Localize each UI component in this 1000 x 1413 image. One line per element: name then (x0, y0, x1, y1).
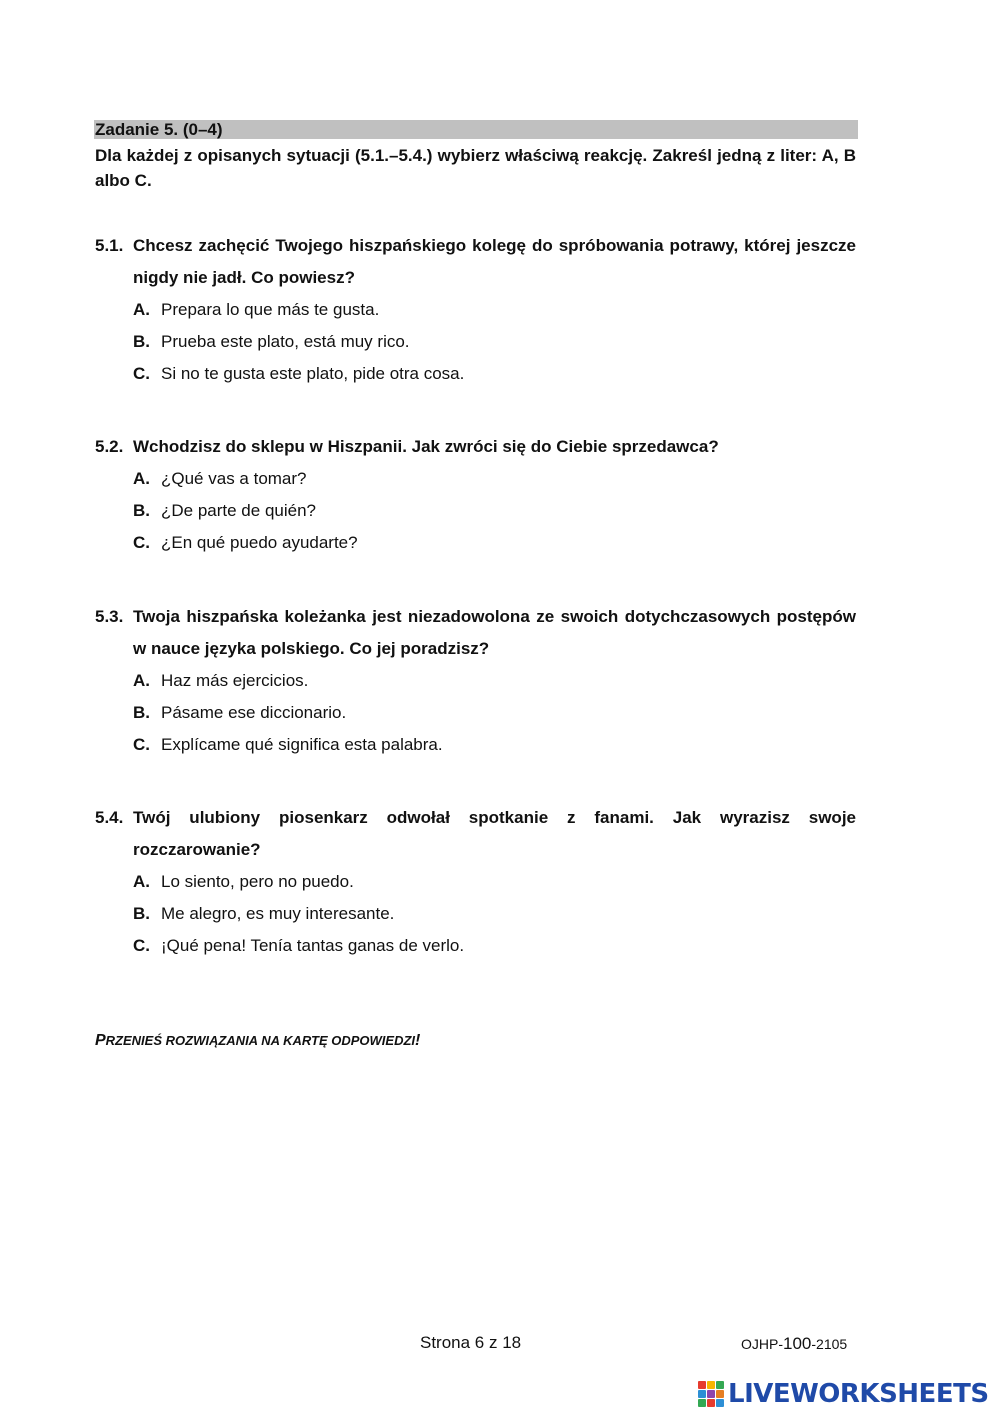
question-5-1 (95, 230, 856, 390)
transfer-small-caps: ROZWIĄZANIA NA KARTĘ ODPOWIEDZI (165, 1033, 416, 1048)
page-number: Strona 6 z 18 (420, 1333, 522, 1352)
option-c[interactable] (133, 930, 856, 962)
exam-code (741, 1334, 847, 1354)
option-c[interactable] (133, 729, 856, 761)
exam-code-prefix: OJHP- (741, 1336, 783, 1352)
option-text: ¡Qué pena! Tenía tantas ganas de verlo. (161, 936, 465, 955)
option-b[interactable] (133, 898, 856, 930)
option-a[interactable] (133, 294, 856, 326)
exam-code-level: 100 (783, 1334, 812, 1353)
option-a[interactable] (133, 463, 856, 495)
question-number: 5.4. (95, 808, 124, 827)
option-text: Si no te gusta este plato, pide otra cosa. (161, 364, 465, 383)
option-b[interactable] (133, 697, 856, 729)
option-c[interactable] (133, 358, 856, 390)
question-5-4 (95, 802, 856, 962)
question-5-3 (95, 601, 856, 761)
question-text: Twój ulubiony piosenkarz odwołał spotkanie z fanami. Jak wyrazisz swoje rozczarowanie? (133, 808, 856, 859)
transfer-answers-note (95, 1030, 420, 1052)
option-letter: A. (133, 671, 150, 690)
option-text: ¿Qué vas a tomar? (161, 469, 307, 488)
option-letter: B. (133, 501, 150, 520)
option-text: Me alegro, es muy interesante. (161, 904, 395, 923)
liveworksheets-text: LIVEWORKSHEETS (728, 1379, 989, 1409)
question-text: Wchodzisz do sklepu w Hiszpanii. Jak zwróci się do Ciebie sprzedawca? (133, 437, 719, 456)
option-text: Pásame ese diccionario. (161, 703, 347, 722)
option-letter: C. (133, 735, 150, 754)
option-letter: A. (133, 300, 150, 319)
transfer-cap: P (95, 1032, 106, 1049)
option-b[interactable] (133, 495, 856, 527)
option-letter: C. (133, 364, 150, 383)
option-c[interactable] (133, 527, 856, 559)
option-text: Haz más ejercicios. (161, 671, 309, 690)
question-number: 5.3. (95, 607, 124, 626)
question-5-2 (95, 431, 856, 559)
option-text: Prepara lo que más te gusta. (161, 300, 380, 319)
question-text: Chcesz zachęcić Twojego hiszpańskiego kolegę do spróbowania potrawy, której jeszcze nigdy nie jadł. Co powiesz? (133, 236, 856, 287)
option-letter: B. (133, 703, 150, 722)
option-text: Explícame qué significa esta palabra. (161, 735, 443, 754)
exam-code-suffix: -2105 (811, 1336, 848, 1352)
option-letter: C. (133, 936, 150, 955)
option-a[interactable] (133, 866, 856, 898)
option-text: Prueba este plato, está muy rico. (161, 332, 410, 351)
option-letter: B. (133, 332, 150, 351)
option-letter: B. (133, 904, 150, 923)
task-instruction: Dla każdej z opisanych sytuacji (5.1.–5.4.) wybierz właściwą reakcję. Zakreśl jedną z liter: A, B albo C. (95, 146, 856, 190)
transfer-small-caps: RZENIEŚ (105, 1033, 166, 1048)
question-text: Twoja hiszpańska koleżanka jest niezadowolona ze swoich dotychczasowych postępów w nauce języka polskiego. Co jej poradzisz? (133, 607, 856, 658)
option-text: Lo siento, pero no puedo. (161, 872, 354, 891)
question-number: 5.2. (95, 437, 124, 456)
option-b[interactable] (133, 326, 856, 358)
liveworksheets-watermark (698, 1376, 989, 1412)
option-letter: C. (133, 533, 150, 552)
task-header: Zadanie 5. (0–4) (94, 120, 858, 139)
question-number: 5.1. (95, 236, 124, 255)
liveworksheets-logo-icon (698, 1381, 724, 1407)
option-text: ¿En qué puedo ayudarte? (161, 533, 358, 552)
option-letter: A. (133, 469, 150, 488)
option-a[interactable] (133, 665, 856, 697)
option-text: ¿De parte de quién? (161, 501, 316, 520)
option-letter: A. (133, 872, 150, 891)
transfer-exclamation: ! (415, 1032, 421, 1049)
